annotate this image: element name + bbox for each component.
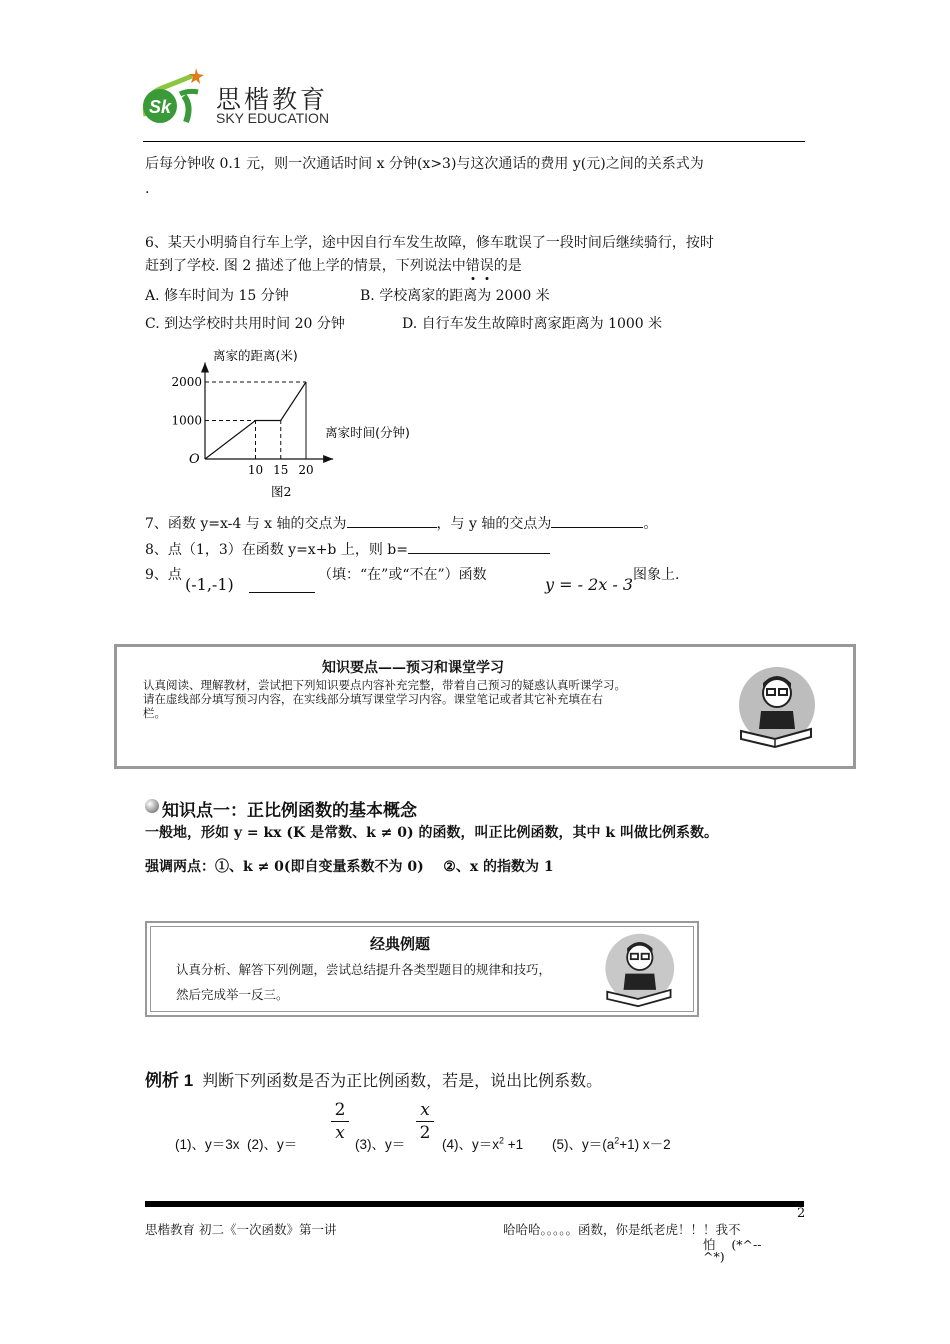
q9-function: y = - 2x - 3 (545, 575, 634, 594)
q9-post: 图象上. (633, 567, 680, 583)
example-box-line2: 然后完成举一反三。 (176, 987, 289, 1002)
knowledge-box-line1: 认真阅读、理解教材，尝试把下列知识要点内容补充完整，带着自己预习的疑惑认真听课学习。 (143, 678, 626, 692)
fraction-2-over-x (331, 1100, 349, 1143)
x-axis-label: 离家时间(分钟) (325, 425, 410, 440)
logo-cn: 思楷教育 (216, 85, 329, 114)
q6-line2 (145, 257, 522, 275)
q6-option-d: D. 自行车发生故障时离家距离为 1000 米 (402, 316, 663, 332)
header-rule (143, 141, 805, 142)
item5-exponent: 2 (614, 1135, 620, 1146)
q6-option-a: A. 修车时间为 15 分钟 (145, 288, 289, 304)
q7-post: 。 (643, 516, 658, 532)
fraction-3-numerator: x (420, 1100, 430, 1120)
q5-line1: 后每分钟收 0.1 元，则一次通话时间 x 分钟(x>3)与这次通话的费用 y(元)之间的关系式为 (145, 156, 704, 172)
q6-line2-pre: 赶到了学校. 图 2 描述了他上学的情景，下列说法中 (145, 258, 466, 274)
item5-tail: +1) x－2 (619, 1137, 671, 1152)
example-student-icon (600, 932, 676, 1008)
item4-base: (4)、y＝x (442, 1137, 499, 1152)
kp1-title: 知识点一：正比例函数的基本概念 (162, 801, 417, 820)
fraction-2-numerator: 2 (334, 1100, 346, 1120)
footer-left: 思楷教育 初二《一次函数》第一讲 (145, 1222, 337, 1237)
reading-student-icon (733, 665, 817, 749)
example1-item-1: (1)、y＝3x (175, 1137, 240, 1152)
q7-mid: ，与 y 轴的交点为 (436, 516, 552, 532)
distance-time-chart (165, 342, 485, 504)
y-tick-label: 2000 (171, 375, 202, 389)
knowledge-box-title: 知识要点——预习和课堂学习 (322, 660, 504, 676)
example1-item-4 (442, 1133, 523, 1153)
svg-text:Sk: Sk (149, 97, 172, 117)
example1-text: 判断下列函数是否为正比例函数，若是，说出比例系数。 (202, 1073, 603, 1090)
q7 (145, 515, 657, 533)
y-axis-label: 离家的距离(米) (213, 348, 298, 363)
q6-emphasis-2: 误 (479, 258, 494, 274)
footer-rule (145, 1201, 804, 1207)
sky-logo-icon (140, 66, 210, 128)
q9-point: (-1,-1) (185, 575, 234, 594)
logo-en: SKY EDUCATION (216, 110, 330, 126)
footer-right-2: 怕 (*^-- (703, 1237, 762, 1252)
x-tick-label: 10 (247, 463, 264, 477)
example1-heading (145, 1066, 602, 1091)
q6-option-c: C. 到达学校时共用时间 20 分钟 (145, 316, 345, 332)
example-box-title: 经典例题 (370, 936, 431, 953)
fraction-3-denominator: 2 (419, 1123, 431, 1143)
q9-pre: 9、点 (145, 567, 182, 583)
chart-title: 图2 (271, 484, 292, 499)
example1-item-3: (3)、y＝ (355, 1137, 406, 1152)
q9-blank[interactable] (249, 578, 315, 593)
q6-emphasis-1: 错 (465, 258, 480, 274)
item5-base: (5)、y＝(a (552, 1137, 615, 1152)
q5-line2: . (145, 181, 150, 197)
footer-right-1: 哈哈哈。。。。。函数，你是纸老虎！！！我不 (503, 1222, 741, 1237)
example1-item-2: (2)、y＝ (247, 1137, 298, 1152)
x-tick-label: 20 (298, 463, 314, 477)
knowledge-box-line3: 栏。 (143, 706, 166, 720)
q8-pre: 8、点（1，3）在函数 y=x+b 上，则 b= (145, 542, 408, 558)
q6-line2-post: 的是 (493, 258, 522, 274)
example1-label: 例析 1 (145, 1071, 194, 1090)
q7-blank-1[interactable] (347, 527, 437, 528)
logo (140, 66, 330, 132)
page-number: 2 (797, 1206, 806, 1221)
kp1-definition: 一般地，形如 y = kx (K 是常数、k ≠ 0) 的函数，叫正比例函数，其中 k 叫做比例系数。 (145, 825, 718, 841)
fraction-x-over-2 (416, 1100, 434, 1143)
y-tick-label: 1000 (171, 413, 202, 428)
fraction-2-denominator: x (335, 1123, 345, 1143)
y-axis-arrow-icon (201, 362, 209, 372)
item4-exponent: 2 (499, 1135, 505, 1146)
q9-mid: （填：“在”或“不在”）函数 (318, 567, 487, 583)
kp1-emphasis: 强调两点：①、k ≠ 0(即自变量系数不为 0) ②、x 的指数为 1 (145, 859, 554, 875)
x-tick-label: 15 (273, 463, 289, 477)
q9 (145, 566, 182, 596)
q7-pre: 7、函数 y=x-4 与 x 轴的交点为 (145, 516, 347, 532)
q6-option-b: B. 学校离家的距离为 2000 米 (360, 288, 550, 304)
bullet-icon (145, 799, 159, 813)
origin-label: O (189, 452, 200, 467)
knowledge-box-line2: 请在虚线部分填写预习内容，在实线部分填写课堂学习内容。课堂笔记或者其它补充填在右 (143, 692, 603, 706)
example-box-line1: 认真分析、解答下列例题，尝试总结提升各类型题目的规律和技巧， (176, 962, 552, 977)
q8-blank[interactable] (408, 553, 550, 554)
x-axis-arrow-icon (323, 455, 333, 463)
footer-right-3: ^*) (703, 1249, 725, 1264)
q8 (145, 541, 550, 559)
q6-line1: 6、某天小明骑自行车上学，途中因自行车发生故障，修车耽误了一段时间后继续骑行，按时 (145, 235, 714, 251)
example1-items (175, 1133, 297, 1153)
example1-item-5 (552, 1133, 671, 1153)
q7-blank-2[interactable] (551, 527, 643, 528)
item4-tail: +1 (504, 1137, 524, 1152)
